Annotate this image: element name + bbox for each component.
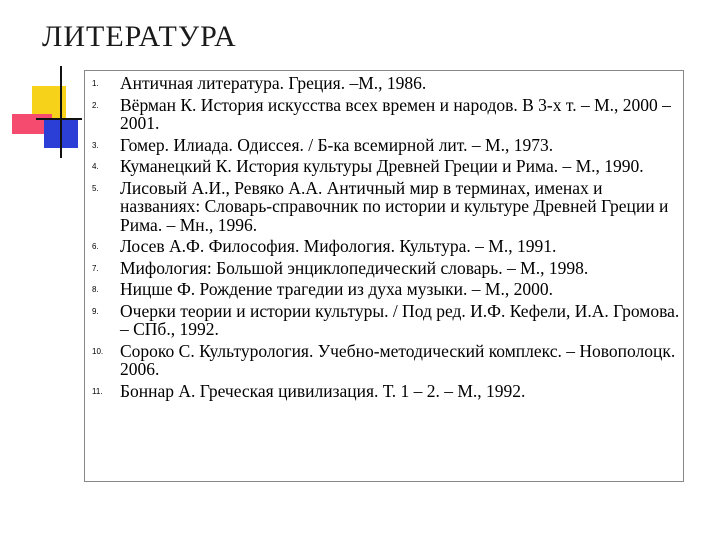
list-item bbox=[92, 302, 682, 339]
reference-text: Очерки теории и истории культуры. / Под ред. И.Ф. Кефели, И.А. Громова. – СПб., 1992. bbox=[120, 300, 680, 339]
item-number: 9. bbox=[92, 306, 99, 316]
list-item bbox=[92, 74, 682, 93]
list-item bbox=[92, 237, 682, 256]
list-item bbox=[92, 136, 682, 155]
item-number: 1. bbox=[92, 79, 99, 88]
reference-text: Боннар А. Греческая цивилизация. Т. 1 – 2. – М., 1992. bbox=[120, 380, 526, 401]
item-number: 3. bbox=[92, 140, 99, 150]
item-number: 5. bbox=[92, 183, 99, 193]
list-item bbox=[92, 342, 682, 379]
list-item bbox=[92, 157, 682, 176]
reference-text: Сороко С. Культурология. Учебно-методический комплекс. – Новополоцк. 2006. bbox=[120, 340, 676, 379]
item-number: 4. bbox=[92, 162, 99, 171]
list-item bbox=[92, 179, 682, 235]
reference-text: Лисовый А.И., Ревяко А.А. Античный мир в терминах, именах и названиях: Словарь-справочник по истории и культуре Древней Греции и Рима. – Мн., 1996. bbox=[120, 177, 669, 235]
reference-text: Мифология: Большой энциклопедический словарь. – М., 1998. bbox=[120, 257, 589, 278]
reference-list bbox=[92, 74, 682, 403]
reference-text: Ницше Ф. Рождение трагедии из духа музыки. – М., 2000. bbox=[120, 279, 553, 299]
page-title: ЛИТЕРАТУРА bbox=[42, 20, 237, 53]
list-item bbox=[92, 96, 682, 133]
decor-horizontal-line bbox=[36, 118, 82, 120]
reference-text: Куманецкий К. История культуры Древней Греции и Рима. – М., 1990. bbox=[120, 156, 644, 176]
reference-text: Вёрман К. История искусства всех времен и народов. В 3-х т. – М., 2000 – 2001. bbox=[120, 94, 671, 133]
item-number: 10. bbox=[92, 346, 104, 356]
item-number: 2. bbox=[92, 100, 99, 110]
reference-text: Лосев А.Ф. Философия. Мифология. Культура. – М., 1991. bbox=[120, 236, 557, 256]
item-number: 8. bbox=[92, 285, 99, 294]
list-item bbox=[92, 259, 682, 278]
decor-vertical-line bbox=[60, 66, 62, 158]
list-item bbox=[92, 382, 682, 401]
item-number: 11. bbox=[92, 386, 103, 396]
item-number: 7. bbox=[92, 263, 99, 273]
item-number: 6. bbox=[92, 242, 99, 251]
reference-text: Гомер. Илиада. Одиссея. / Б-ка всемирной лит. – М., 1973. bbox=[120, 134, 554, 155]
reference-text: Античная литература. Греция. –М., 1986. bbox=[120, 73, 427, 93]
list-item bbox=[92, 280, 682, 299]
